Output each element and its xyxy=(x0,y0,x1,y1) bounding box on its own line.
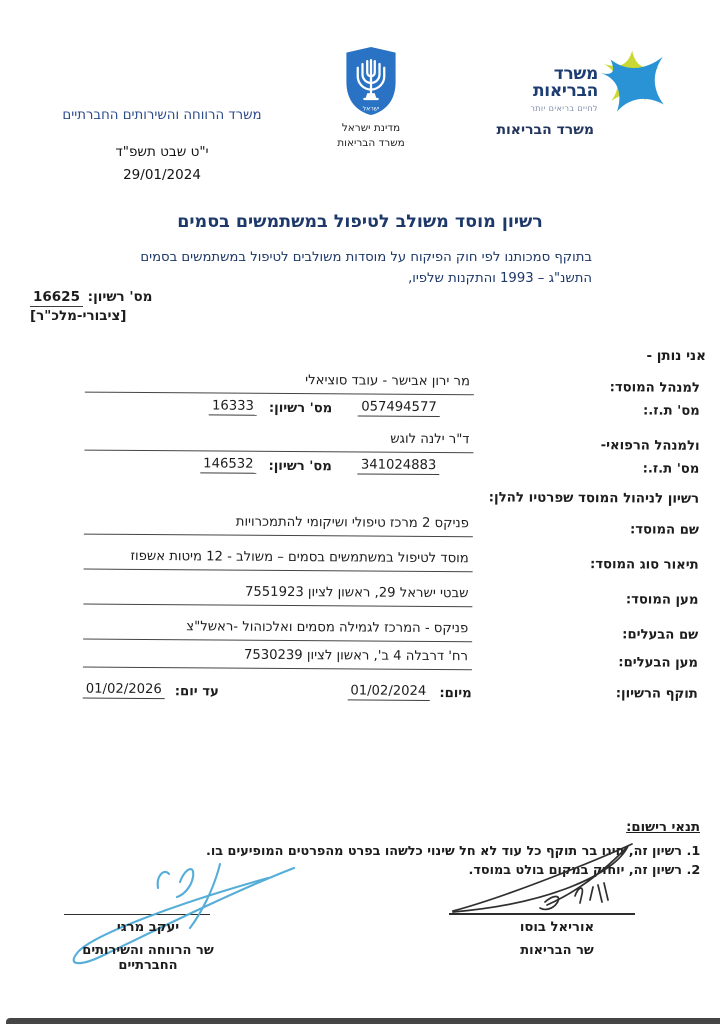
hebrew-date: י"ט שבט תשפ"ד xyxy=(115,144,209,160)
manager-license-pair xyxy=(209,398,332,416)
institution-address-label: מען המוסד: xyxy=(625,591,699,608)
field-medical-director xyxy=(84,428,699,455)
license-number-label: מס' רשיון: xyxy=(87,289,153,305)
emblem-caption-line1: מדינת ישראל xyxy=(341,122,401,134)
emblem-caption-line2: משרד הבריאות xyxy=(337,137,405,150)
health-minister-signature-ink xyxy=(449,838,635,913)
validity-to-label: עד יום: xyxy=(174,684,219,700)
institution-name-label: שם המוסד: xyxy=(629,521,699,538)
validity-from xyxy=(347,683,472,701)
field-manager-ids xyxy=(85,393,700,420)
license-classification: [ציבורי-מלכ"ר] xyxy=(30,308,127,324)
manager-license-number: 16333 xyxy=(209,398,257,415)
welfare-minister-name: יעקב מרגי xyxy=(116,920,180,935)
field-manager-value: מר ירון אבישר - עובד סוציאלי xyxy=(85,372,474,396)
moh-logo xyxy=(498,48,670,116)
field-manager-id-values xyxy=(85,398,474,419)
welfare-minister-title: שר הרווחה והשירותים החברתיים xyxy=(82,943,214,973)
health-minister-title: שר הבריאות xyxy=(520,943,594,958)
license-number-block xyxy=(30,289,152,324)
health-minister-name: אוריאל בוסו xyxy=(519,920,595,935)
medical-id-number: 341024883 xyxy=(358,457,440,475)
validity-from-date: 01/02/2024 xyxy=(347,683,429,701)
welfare-ministry-block xyxy=(38,108,286,183)
manager-id-number: 057494577 xyxy=(358,399,440,417)
scan-edge-artifact xyxy=(6,1018,720,1024)
conditions-heading: תנאי רישום: xyxy=(626,820,700,835)
svg-text:ישראל: ישראל xyxy=(362,105,380,113)
field-institution-address xyxy=(83,582,698,609)
medical-license-number: 146532 xyxy=(200,456,256,473)
state-emblem-block xyxy=(328,46,414,151)
field-validity xyxy=(83,676,698,703)
section-heading: רשיון לניהול המוסד שפרטיו להלן: xyxy=(488,490,700,507)
institution-address-value: שבטי ישראל 29, ראשון לציון 7551923 xyxy=(83,584,472,608)
condition-item-2: 2. רשיון זה, יוחזק במקום בולט במוסד. xyxy=(30,861,682,880)
gregorian-date: 29/01/2024 xyxy=(123,167,201,183)
institution-type-value: מוסד לטיפול במשתמשים בסמים – משולב - 12 מיטות אשפוז xyxy=(84,549,473,573)
document-subtitle xyxy=(140,247,592,289)
field-medical-label: ולמנהל הרפואי- xyxy=(600,437,700,454)
moh-name-line2: הבריאות xyxy=(532,81,598,102)
welfare-minister-signature-ink xyxy=(62,840,234,914)
owner-name-label: שם הבעלים: xyxy=(622,626,699,643)
field-institution-type xyxy=(84,547,699,574)
moh-logo-icon xyxy=(598,48,670,116)
medical-license-pair xyxy=(200,456,332,474)
grant-intro: אני נותן - xyxy=(646,348,706,364)
validity-label: תוקף הרשיון: xyxy=(615,685,698,702)
validity-values xyxy=(83,682,472,702)
owner-name-value: פניקס - המרכז לגמילה מסמים ואלכוהול -ראשל"צ xyxy=(83,619,472,643)
condition-item-1: 1. רשיון זה, הינו בר תוקף כל עוד לא חל שינוי כלשהו בפרט מהפרטים המופיעים בו. xyxy=(30,842,682,861)
field-manager-label: למנהל המוסד: xyxy=(609,379,700,396)
manager-license-label: מס' רשיון: xyxy=(268,400,333,417)
field-owner-address xyxy=(83,645,698,672)
owner-address-value: רח' דרבלה 4 ב', ראשון לציון 7530239 xyxy=(83,647,472,671)
medical-license-label: מס' רשיון: xyxy=(268,458,332,475)
validity-from-label: מיום: xyxy=(439,686,472,702)
moh-name-line1: משרד xyxy=(553,64,598,84)
moh-tagline: לחיים בריאים יותר xyxy=(530,103,598,113)
owner-address-label: מען הבעלים: xyxy=(618,654,699,671)
subtitle-line1: בתוקף סמכותנו לפי חוק הפיקוח על מוסדות משולבים לטיפול במשתמשים בסמים xyxy=(140,250,592,265)
license-fields xyxy=(0,369,720,703)
field-medical-value: ד"ר ילנה לוגש xyxy=(84,430,473,454)
health-minister-signature-block xyxy=(449,838,635,958)
field-institution-name xyxy=(84,512,699,539)
license-number-value: 16625 xyxy=(30,289,83,307)
moh-logo-text xyxy=(530,48,598,113)
field-manager-id-label: מס' ת.ז.: xyxy=(642,402,700,419)
israel-state-emblem-icon xyxy=(328,46,414,116)
field-manager xyxy=(85,370,700,397)
subtitle-line2: התשנ"ג – 1993 והתקנות שלפיו, xyxy=(408,271,592,287)
field-medical-ids xyxy=(84,451,699,478)
license-number-line xyxy=(30,289,152,305)
health-signature-line xyxy=(449,913,635,915)
welfare-signature-line xyxy=(64,914,210,915)
institution-type-label: תיאור סוג המוסד: xyxy=(589,556,699,573)
moh-caption: משרד הבריאות xyxy=(496,122,594,138)
document-title: רשיון מוסד משולב לטיפול במשתמשים בסמים xyxy=(177,212,543,232)
validity-to-date: 01/02/2026 xyxy=(83,682,165,700)
field-owner-name xyxy=(83,617,698,644)
field-medical-id-label: מס' ת.ז.: xyxy=(642,460,700,477)
field-medical-id-values xyxy=(84,456,473,477)
welfare-ministry-name: משרד הרווחה והשירותים החברתיים xyxy=(62,108,262,123)
welfare-minister-signature-block xyxy=(62,840,234,973)
validity-to xyxy=(83,682,219,700)
institution-name-value: פניקס 2 מרכז טיפולי ושיקומי להתמכרויות xyxy=(84,514,473,538)
moh-logo-block xyxy=(498,48,670,138)
